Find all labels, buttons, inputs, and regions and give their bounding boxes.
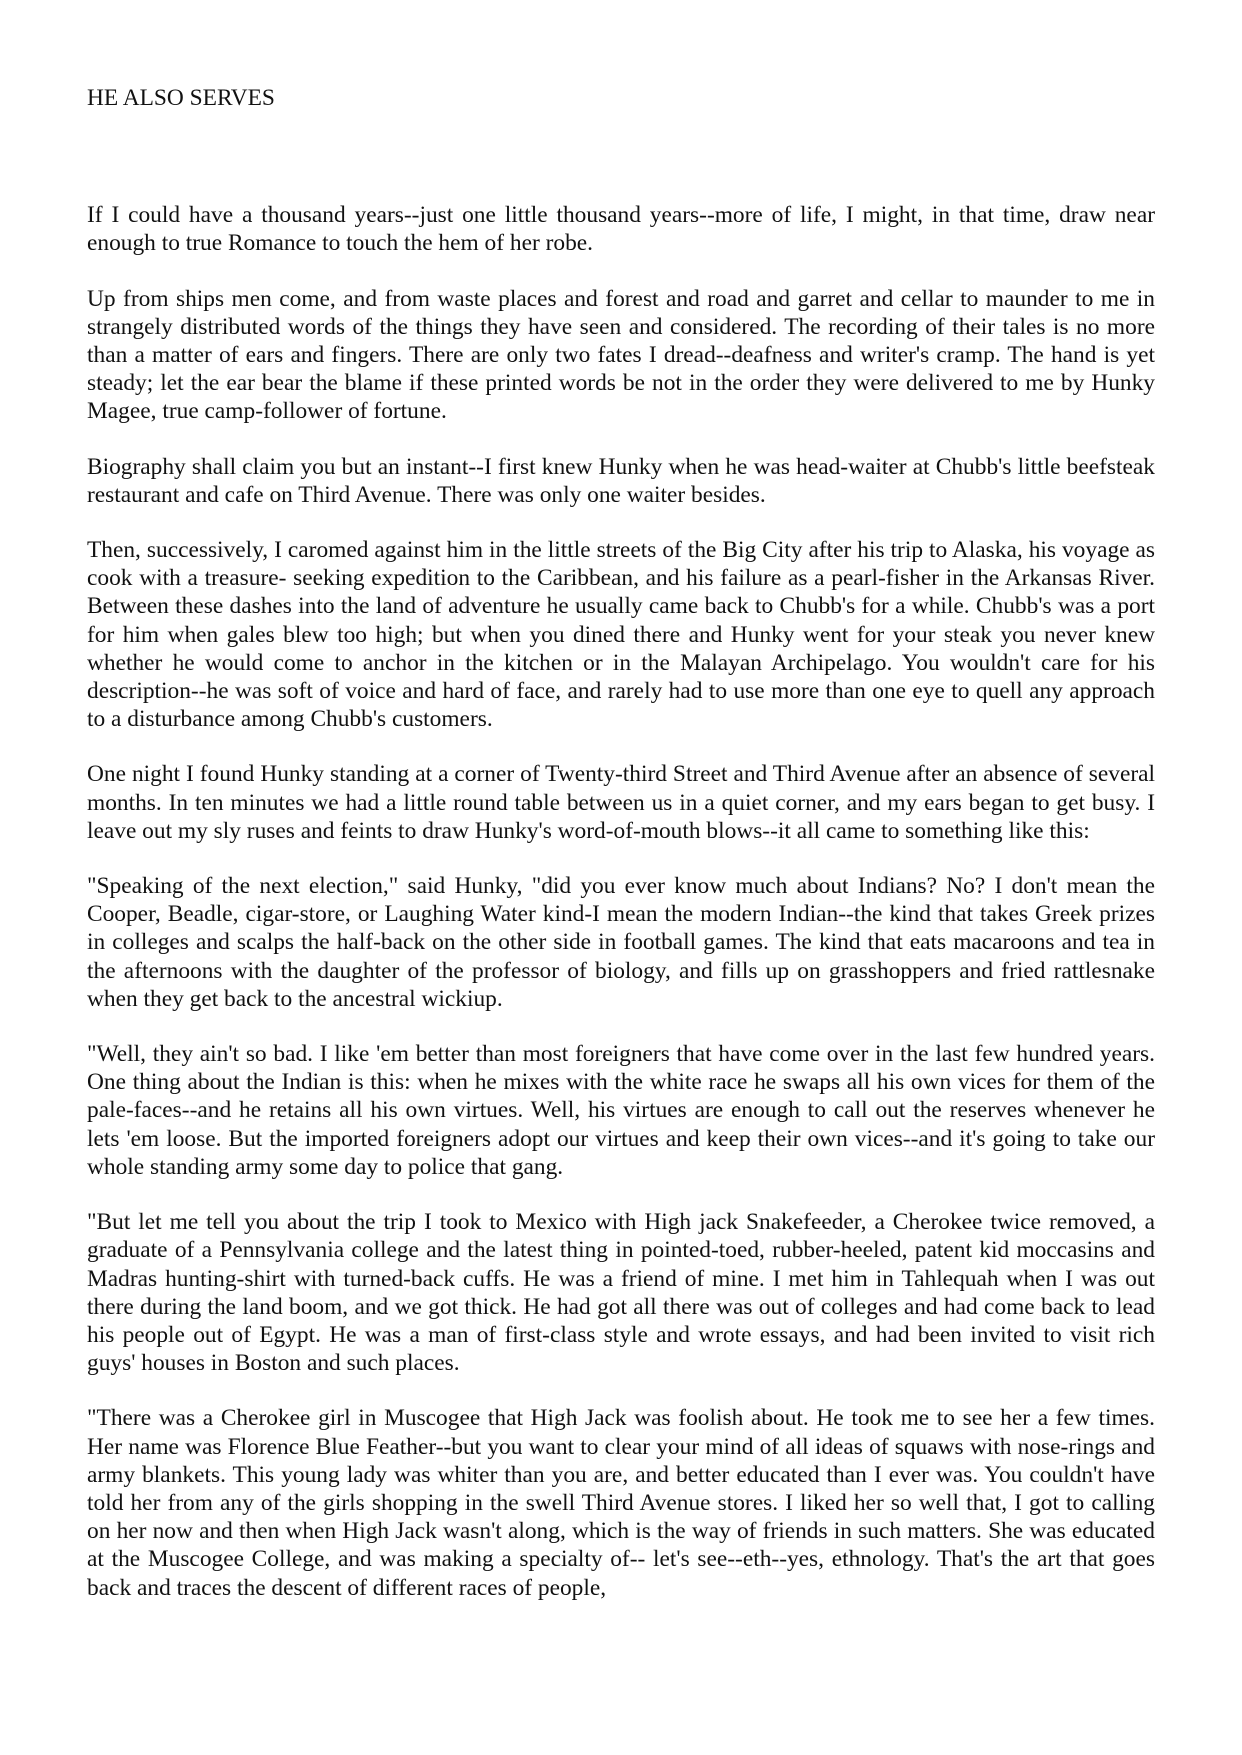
document-title: HE ALSO SERVES <box>87 85 275 111</box>
paragraph: If I could have a thousand years--just one little thousand years--more of life, I might, in that time, draw near enough to true Romance to touch the hem of her robe. <box>87 202 1155 257</box>
paragraph: Up from ships men come, and from waste places and forest and road and garret and cellar to maunder to me in strangely distributed words of the things they have seen and considered. The recording of their tales is no more than a matter of ears and fingers. There are only two fates I dread--deafness and writer's cramp. The hand is yet steady; let the ear bear the blame if these printed words be not in the order they were delivered to me by Hunky Magee, true camp-follower of fortune. <box>87 285 1155 425</box>
paragraph: "Speaking of the next election," said Hunky, "did you ever know much about Indians? No? I don't mean the Cooper, Beadle, cigar-store, or Laughing Water kind-I mean the modern Indian--the kind that takes Greek prizes in colleges and scalps the half-back on the other side in football games. The kind that eats macaroons and tea in the afternoons with the daughter of the professor of biology, and fills up on grasshoppers and fried rattlesnake when they get back to the ancestral wickiup. <box>87 873 1155 1012</box>
paragraph: "There was a Cherokee girl in Muscogee that High Jack was foolish about. He took me to see her a few times. Her name was Florence Blue Feather--but you want to clear your mind of all ideas of squaws with nose-rings and army blankets. This young lady was whiter than you are, and better educated than I ever was. You couldn't have told her from any of the girls shopping in the swell Third Avenue stores. I liked her so well that, I got to calling on her now and then when High Jack wasn't along, which is the way of friends in such matters. She was educated at the Muscogee College, and was making a specialty of-- let's see--eth--yes, ethnology. That's the art that goes back and traces the descent of different races of people, <box>87 1405 1155 1601</box>
paragraph: One night I found Hunky standing at a corner of Twenty-third Street and Third Avenue after an absence of several months. In ten minutes we had a little round table between us in a quiet corner, and my ears began to get busy. I leave out my sly ruses and feints to draw Hunky's word-of-mouth blows--it all came to something like this: <box>87 761 1155 844</box>
paragraph: Biography shall claim you but an instant--I first knew Hunky when he was head-waiter at Chubb's little beefsteak restaurant and cafe on Third Avenue. There was only one waiter besides. <box>87 453 1155 508</box>
document-page <box>87 84 1155 1629</box>
paragraph: "Well, they ain't so bad. I like 'em better than most foreigners that have come over in the last few hundred years. One thing about the Indian is this: when he mixes with the white race he swaps all his own vices for them of the pale-faces--and he retains all his own virtues. Well, his virtues are enough to call out the reserves whenever he lets 'em loose. But the imported foreigners adopt our virtues and keep their own vices--and it's going to take our whole standing army some day to police that gang. <box>87 1041 1155 1180</box>
paragraph: Then, successively, I caromed against him in the little streets of the Big City after his trip to Alaska, his voyage as cook with a treasure- seeking expedition to the Caribbean, and his failure as a pearl-fisher in the Arkansas River. Between these dashes into the land of adventure he usually came back to Chubb's for a while. Chubb's was a port for him when gales blew too high; but when you dined there and Hunky went for your steak you never knew whether he would come to anchor in the kitchen or in the Malayan Archipelago. You wouldn't care for his description--he was soft of voice and hard of face, and rarely had to use more than one eye to quell any approach to a disturbance among Chubb's customers. <box>87 537 1155 733</box>
paragraph: "But let me tell you about the trip I took to Mexico with High jack Snakefeeder, a Cherokee twice removed, a graduate of a Pennsylvania college and the latest thing in pointed-toed, rubber-heeled, patent kid moccasins and Madras hunting-shirt with turned-back cuffs. He was a friend of mine. I met him in Tahlequah when I was out there during the land boom, and we got thick. He had got all there was out of colleges and had come back to lead his people out of Egypt. He was a man of first-class style and wrote essays, and had been invited to visit rich guys' houses in Boston and such places. <box>87 1209 1155 1377</box>
